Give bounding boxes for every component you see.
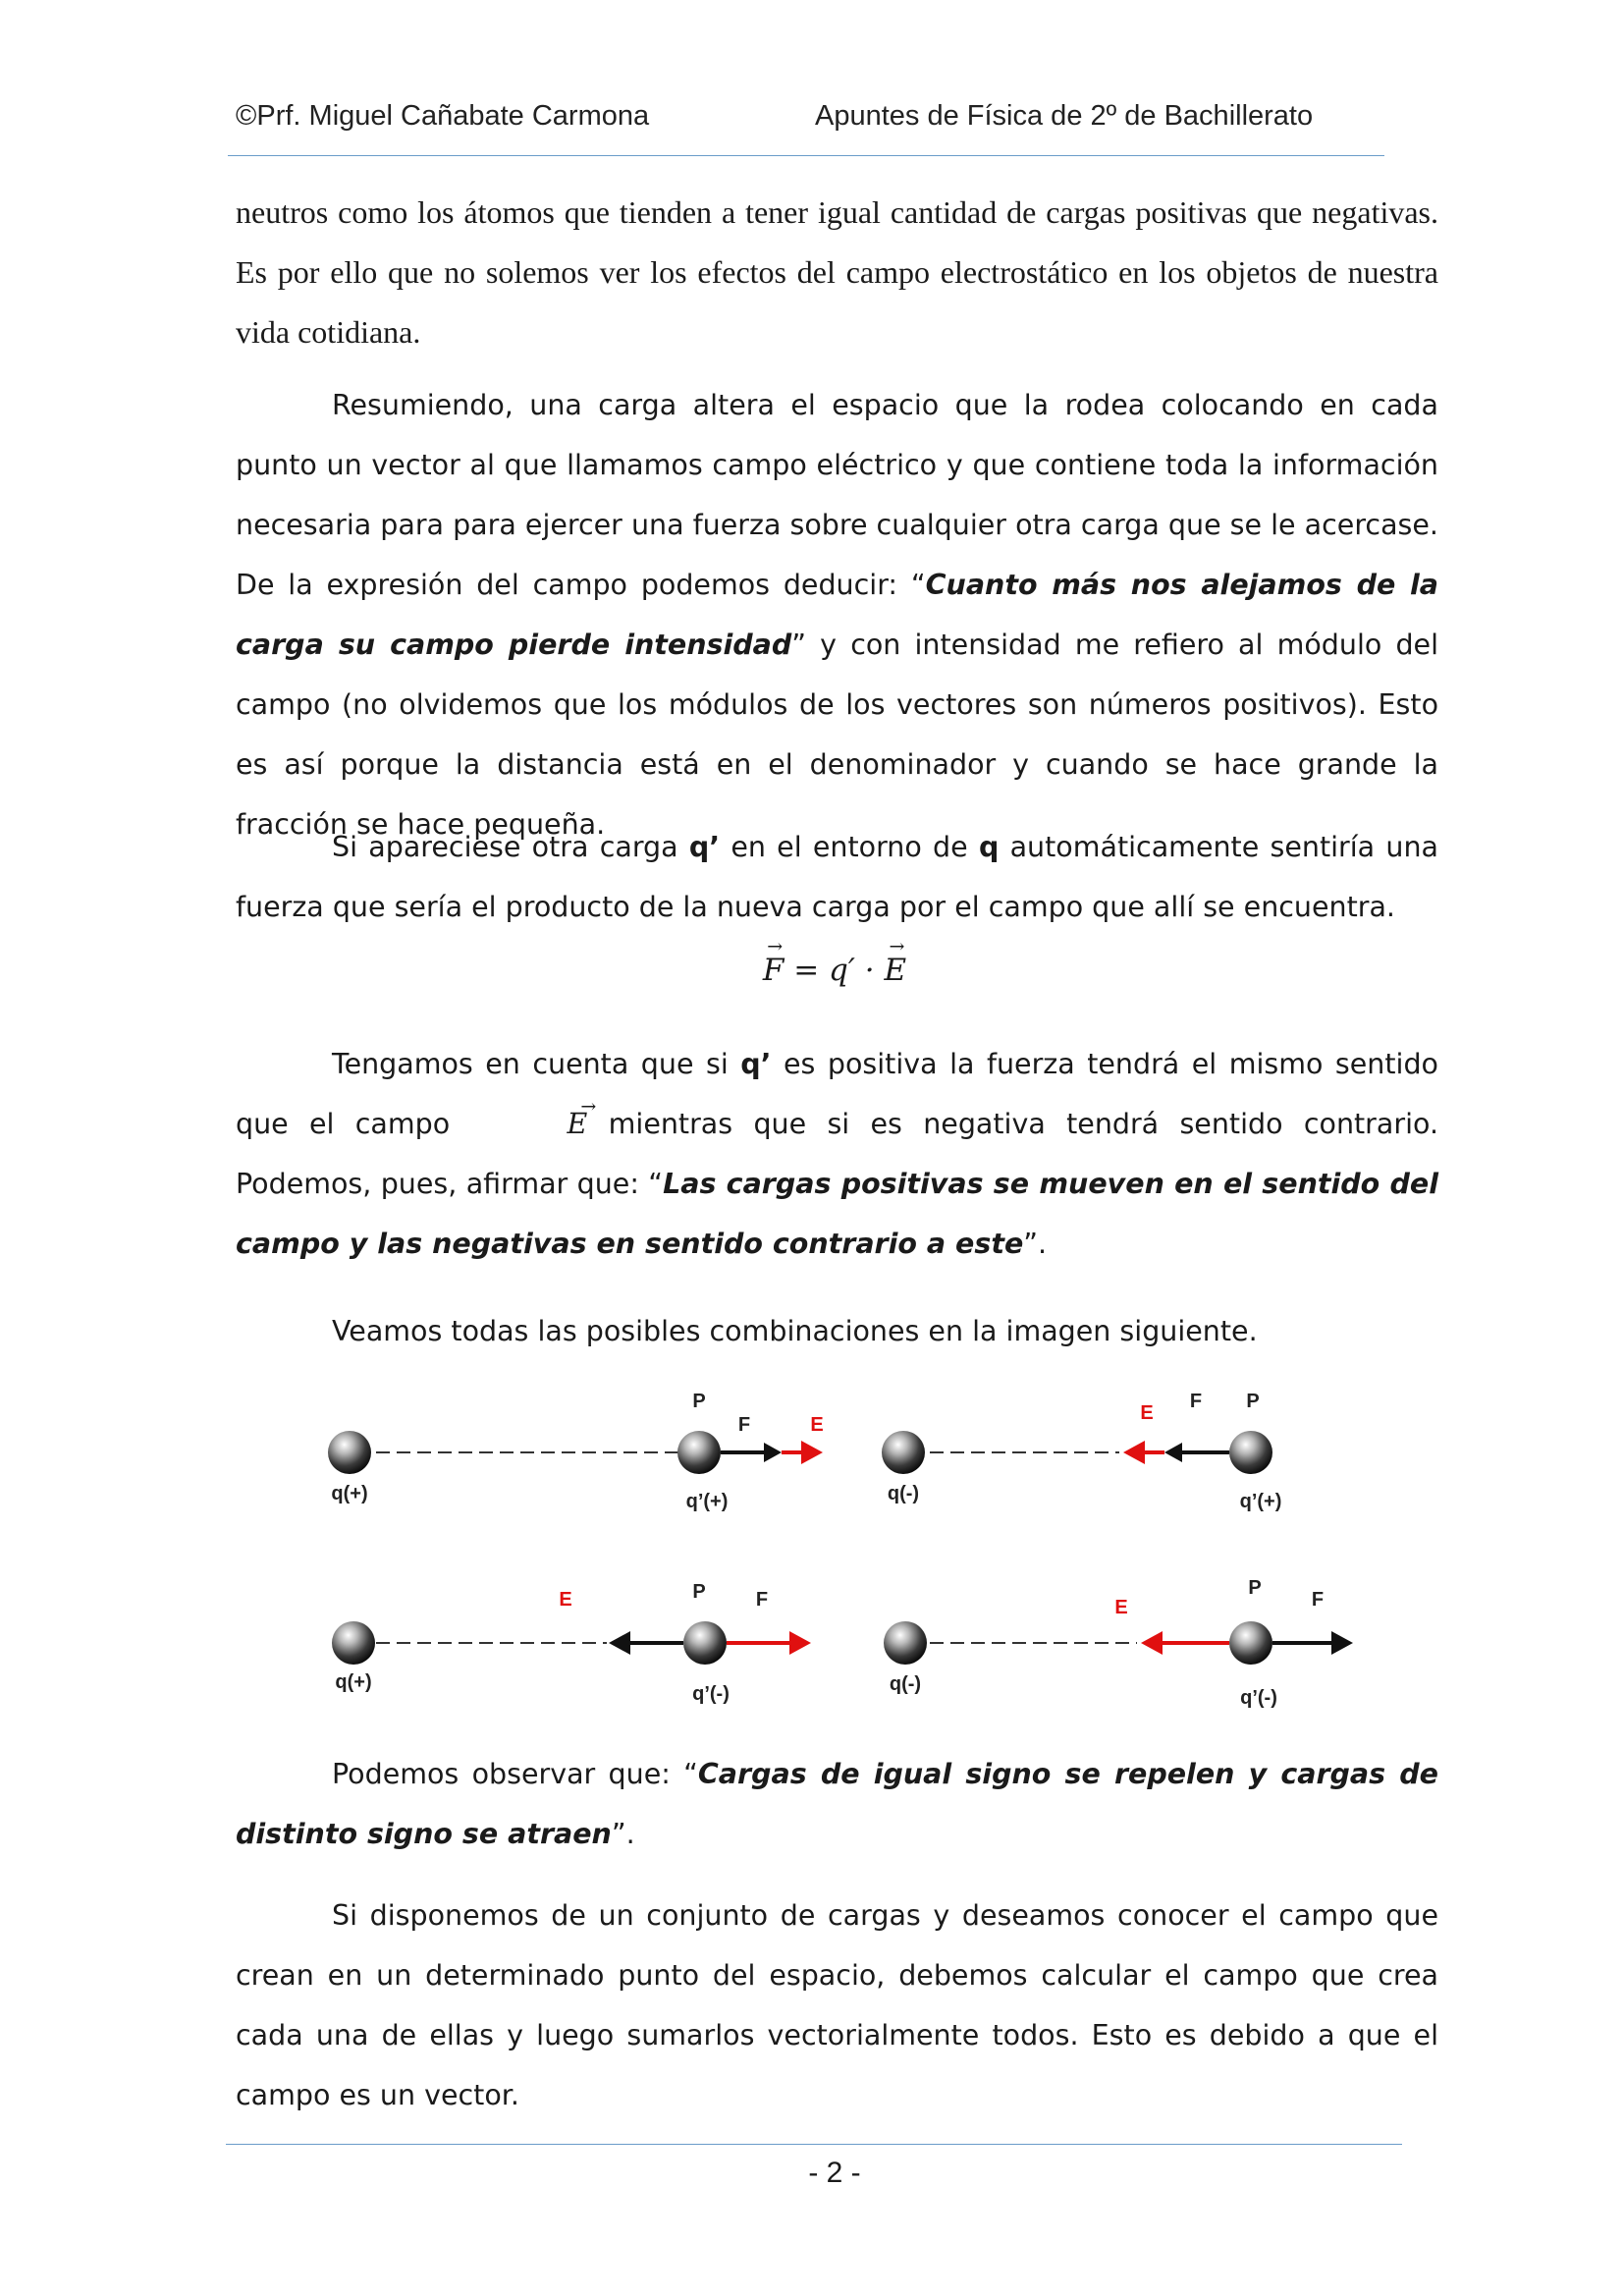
force-arrow-head xyxy=(1164,1443,1182,1462)
field-label: E xyxy=(559,1589,572,1611)
paragraph-2-text-b: ” y con intensidad me refiero al módulo del campo (no olvidemos que los módulos de los vectores son números positivos). Esto es así porque la distancia está en el denominador y cuando se hace grande la fracción se hace pequeña. xyxy=(236,629,1438,841)
source-charge-label: q(+) xyxy=(335,1671,372,1693)
test-charge-sphere xyxy=(677,1431,721,1474)
paragraph-1: neutros como los átomos que tienden a tener igual cantidad de cargas positivas que negativas. Es por ello que no solemos ver los efectos del campo electrostático en los objetos de nuestra vida cotidiana. xyxy=(236,194,1438,350)
formula-middle: = q′ · xyxy=(784,953,885,988)
panel-qpos-qprimepos xyxy=(328,1391,824,1512)
paragraph-4-quote: Las cargas positivas se mueven en el sentido del campo y las negativas en sentido contrario a este xyxy=(236,1168,1438,1260)
paragraph-7: Si disponemos de un conjunto de cargas y deseamos conocer el campo que crean en un determinado punto del espacio, debemos calcular el campo que crea cada una de ellas y luego sumarlos vectorialmente todos. Esto es debido a que el campo es un vector. xyxy=(236,1899,1438,2111)
field-arrow-head xyxy=(801,1441,823,1464)
source-charge-label: q(-) xyxy=(887,1483,920,1504)
field-label: E xyxy=(1114,1597,1128,1618)
test-charge-sphere xyxy=(683,1621,727,1665)
charge-sphere xyxy=(882,1431,925,1474)
paragraph-2 xyxy=(236,375,1438,854)
paragraph-4 xyxy=(236,1034,1438,1274)
panel-qneg-qprimepos xyxy=(882,1391,1281,1512)
force-arrow-head xyxy=(764,1443,782,1462)
paragraph-3-text-b: en el entorno de xyxy=(720,831,979,863)
paragraph-5: Veamos todas las posibles combinaciones en la imagen siguiente. xyxy=(332,1315,1258,1347)
paragraph-6-quote: Cargas de igual signo se repelen y cargas de distinto signo se atraen xyxy=(236,1758,1438,1850)
test-charge-sphere xyxy=(1229,1621,1272,1665)
panel-qpos-qprimeneg xyxy=(332,1581,811,1705)
point-label: P xyxy=(692,1391,706,1412)
force-label: F xyxy=(1189,1391,1203,1412)
point-label: P xyxy=(1248,1577,1262,1599)
test-charge-label: q’(+) xyxy=(685,1491,729,1512)
header-author: ©Prf. Miguel Cañabate Carmona xyxy=(236,100,650,132)
paragraph-6 xyxy=(236,1744,1438,1864)
field-arrow-head xyxy=(789,1631,811,1655)
test-charge-sphere xyxy=(1229,1431,1272,1474)
source-charge-label: q(+) xyxy=(331,1483,368,1504)
paragraph-3 xyxy=(236,817,1438,937)
header-course: Apuntes de Física de 2º de Bachillerato xyxy=(815,100,1314,132)
force-arrow-head xyxy=(1331,1631,1353,1655)
paragraph-6-text-a: Podemos observar que: “ xyxy=(332,1758,698,1790)
charge-sphere xyxy=(884,1621,927,1665)
paragraph-3-qprime: q’ xyxy=(688,831,721,863)
header-divider xyxy=(228,155,1384,156)
field-label: E xyxy=(1140,1402,1154,1424)
paragraph-4-text-b: es positiva la fuerza tendrá el mismo sentido que el campo xyxy=(236,1048,1438,1140)
paragraph-4-text-d: ”. xyxy=(1023,1228,1048,1260)
force-label: F xyxy=(1311,1589,1325,1611)
formula-field-vector: → E xyxy=(885,953,907,988)
point-label: P xyxy=(1246,1391,1260,1412)
paragraph-4-field-vector: → E xyxy=(471,1094,588,1154)
charge-sphere xyxy=(328,1431,371,1474)
force-arrow-head xyxy=(609,1631,630,1655)
test-charge-label: q’(+) xyxy=(1239,1491,1282,1512)
test-charge-label: q’(-) xyxy=(1240,1687,1277,1709)
footer-divider xyxy=(226,2144,1402,2145)
force-label: F xyxy=(755,1589,769,1611)
field-arrow-head xyxy=(1123,1441,1145,1464)
paragraph-2-quote: Cuanto más nos alejamos de la carga su campo pierde intensidad xyxy=(236,569,1438,661)
charges-figure xyxy=(314,1370,1375,1723)
page-number: - 2 - xyxy=(808,2157,861,2189)
paragraph-4-text-c: mientras que si es negativa tendrá sentido contrario. Podemos, pues, afirmar que: “ xyxy=(236,1108,1438,1200)
test-charge-label: q’(-) xyxy=(692,1683,730,1705)
charge-sphere xyxy=(332,1621,375,1665)
field-label: E xyxy=(810,1414,824,1436)
force-formula xyxy=(0,953,1623,988)
paragraph-4-text-a: Tengamos en cuenta que si xyxy=(332,1048,741,1080)
paragraph-4-qprime: q’ xyxy=(740,1048,772,1080)
paragraph-3-text-c: automáticamente sentiría una fuerza que sería el producto de la nueva carga por el campo que allí se encuentra. xyxy=(236,831,1438,923)
point-label: P xyxy=(692,1581,706,1603)
paragraph-3-text-a: Si apareciese otra carga xyxy=(332,831,689,863)
panel-qneg-qprimeneg xyxy=(884,1577,1353,1709)
force-label: F xyxy=(737,1414,751,1436)
source-charge-label: q(-) xyxy=(889,1673,922,1695)
paragraph-6-text-b: ”. xyxy=(611,1818,635,1850)
paragraph-3-q: q xyxy=(978,831,1000,863)
paragraph-2-text-a: Resumiendo, una carga altera el espacio que la rodea colocando en cada punto un vector al que llamamos campo eléctrico y que contiene toda la información necesaria para para ejercer una fuerza sobre cualquier otra carga que se le acercase. De la expresión del campo podemos deducir: “ xyxy=(236,389,1438,601)
formula-force-vector: → F xyxy=(763,953,784,988)
field-arrow-head xyxy=(1141,1631,1163,1655)
